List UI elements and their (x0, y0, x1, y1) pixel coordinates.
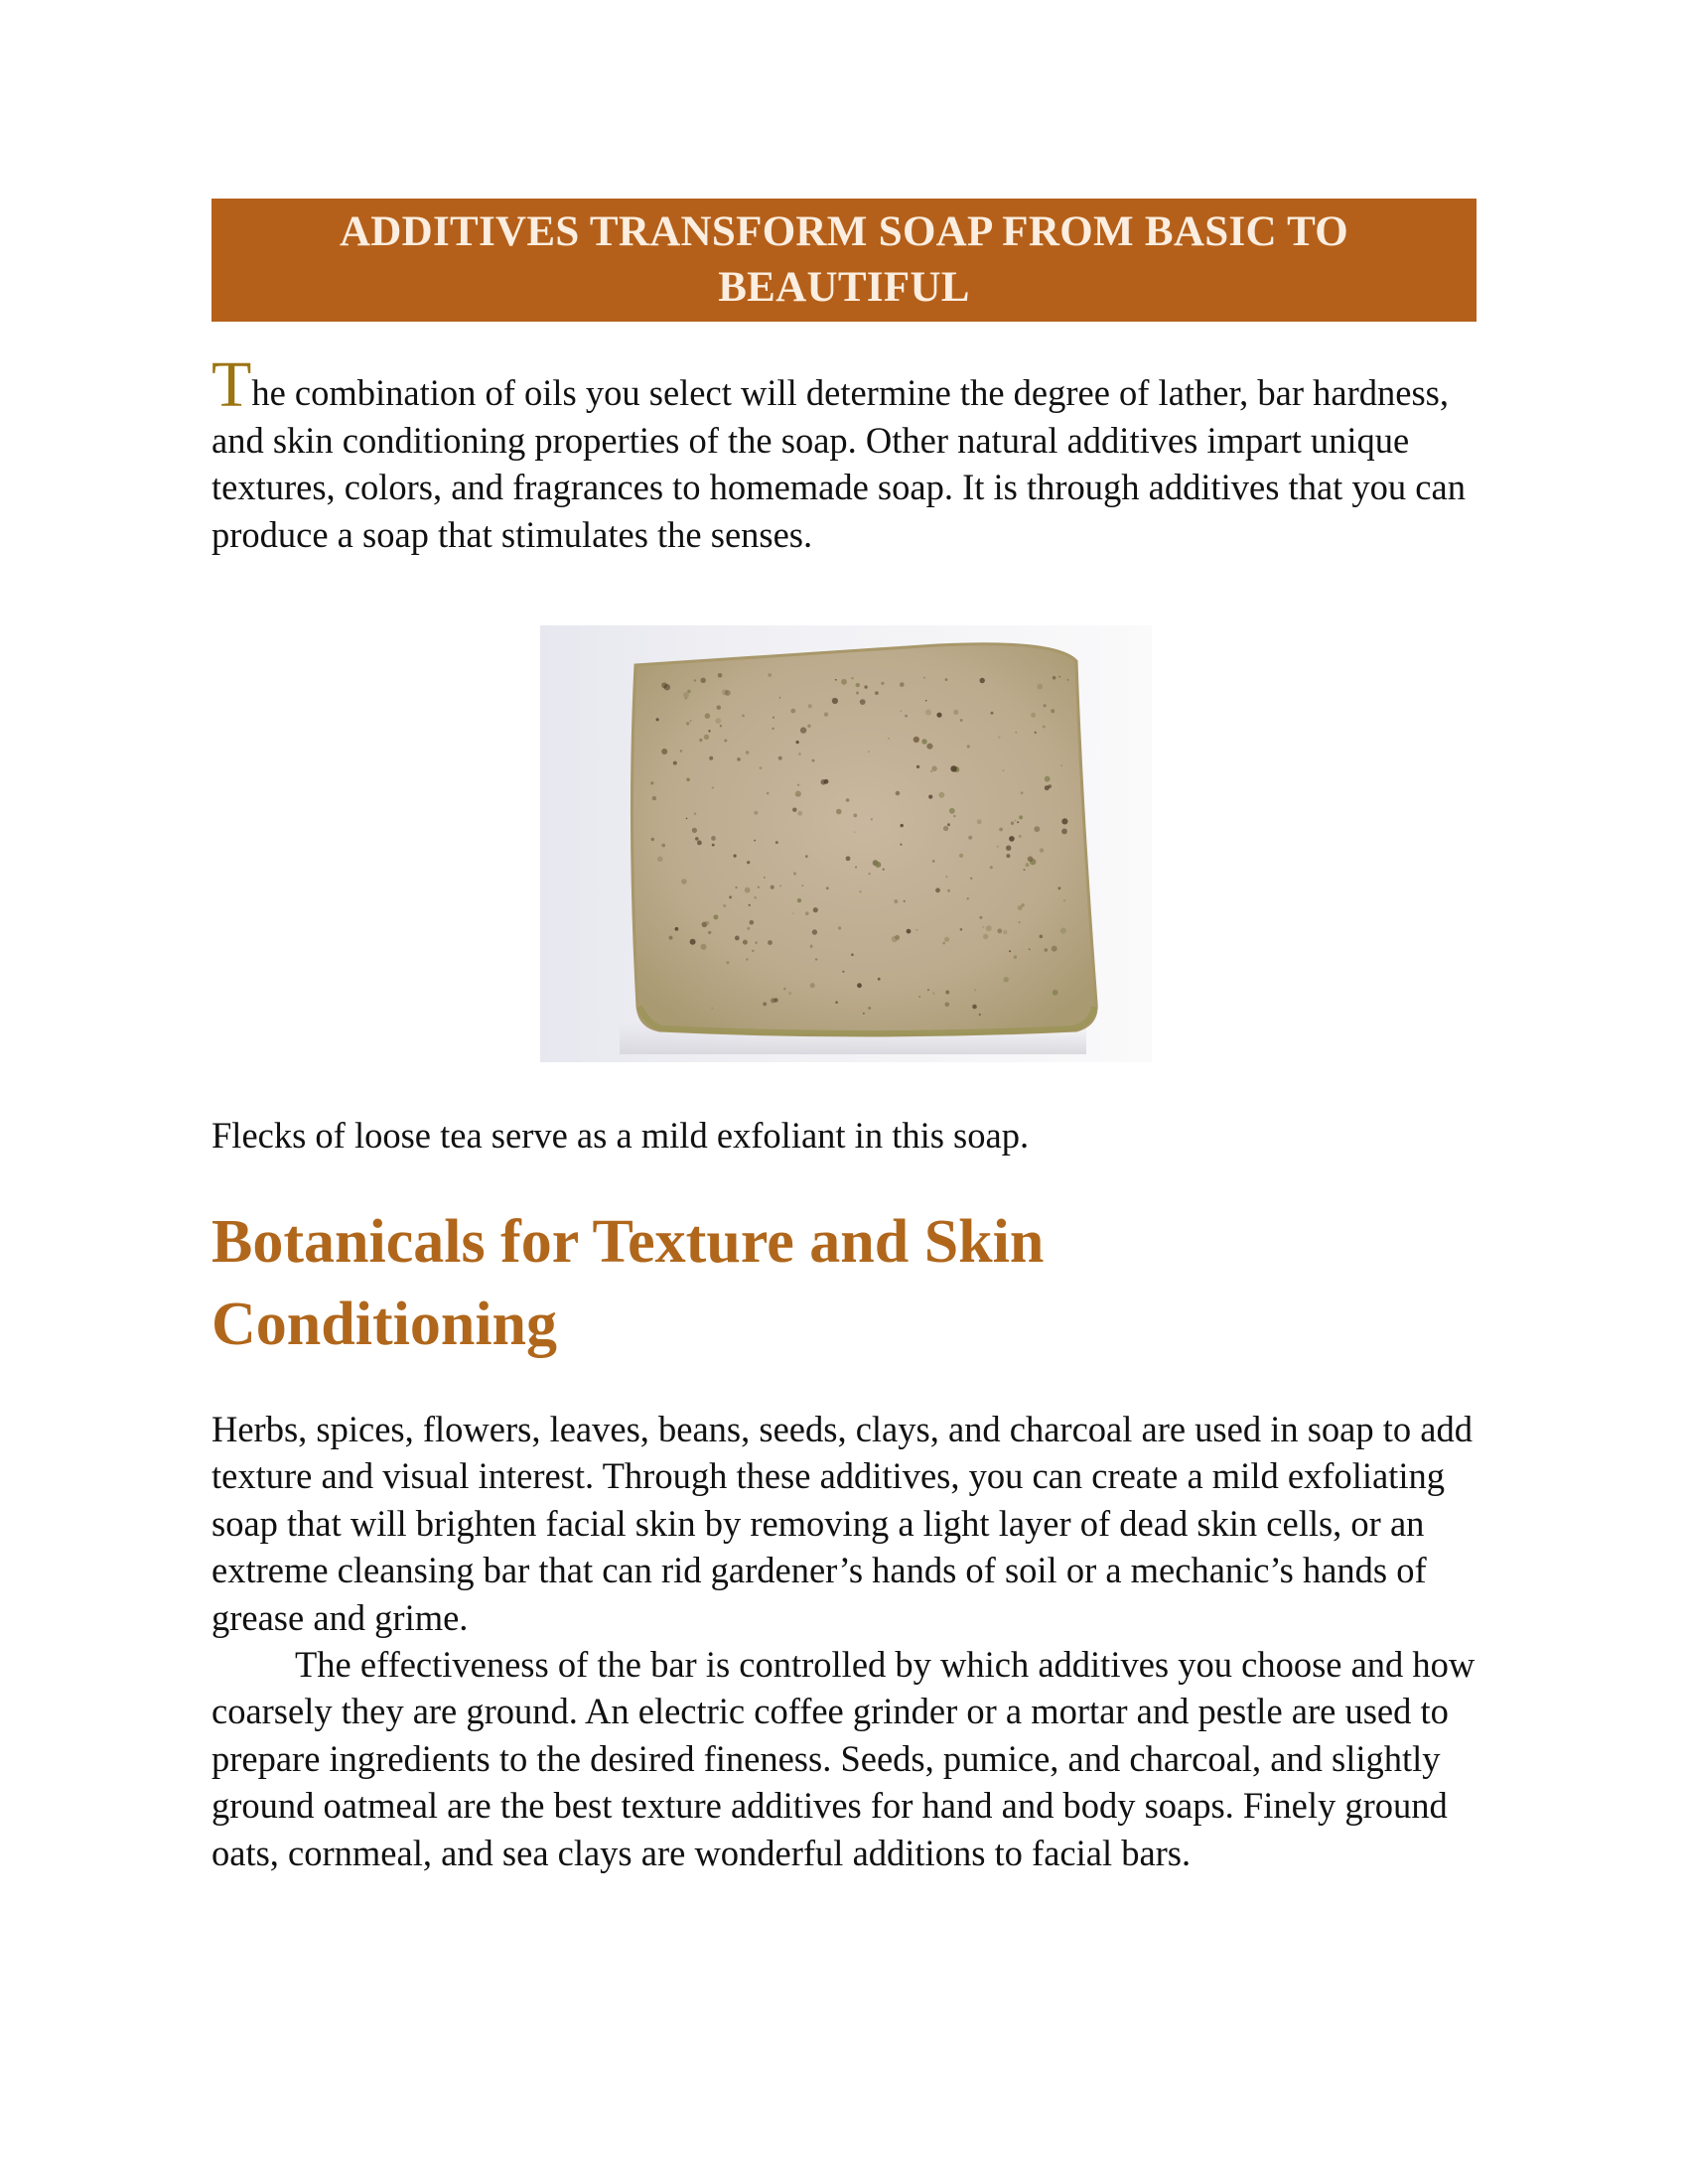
intro-paragraph (211, 348, 1502, 558)
intro-text: he combination of oils you select will determine the degree of lather, bar hardness, and skin conditioning properties of the soap. Other natural additives impart unique textures, colors, and fragrances to homemade soap. It is through additives that you can produce a soap that stimulates the senses. (211, 372, 1466, 555)
body-paragraph-1: Herbs, spices, flowers, leaves, beans, seeds, clays, and charcoal are used in soap to add texture and visual interest. Through these additives, you can create a mild exfoliating soap that will brighten facial skin by removing a light layer of dead skin cells, or an extreme cleansing bar that can rid gardener’s hands of soil or a mechanic’s hands of grease and grime. (211, 1409, 1473, 1638)
body-paragraph-2: The effectiveness of the bar is controlled by which additives you choose and how coarsely they are ground. An electric coffee grinder or a mortar and pestle are used to prepare ingredients to the desired fineness. Seeds, pumice, and charcoal, and slightly ground oatmeal are the best texture additives for hand and body soaps. Finely ground oats, cornmeal, and sea clays are wonderful additions to facial bars. (211, 1644, 1476, 1873)
soap-bar-image (540, 625, 1152, 1062)
section-heading: Botanicals for Texture and Skin Conditioning (211, 1208, 1045, 1358)
title-banner (211, 199, 1477, 322)
section-body (211, 1406, 1502, 1876)
photo-caption: Flecks of loose tea serve as a mild exfoliant in this soap. (211, 1115, 1030, 1156)
page-title: ADDITIVES TRANSFORM SOAP FROM BASIC TO BEAUTIFUL (339, 208, 1349, 311)
soap-photo (540, 625, 1152, 1062)
drop-cap: T (211, 348, 252, 421)
